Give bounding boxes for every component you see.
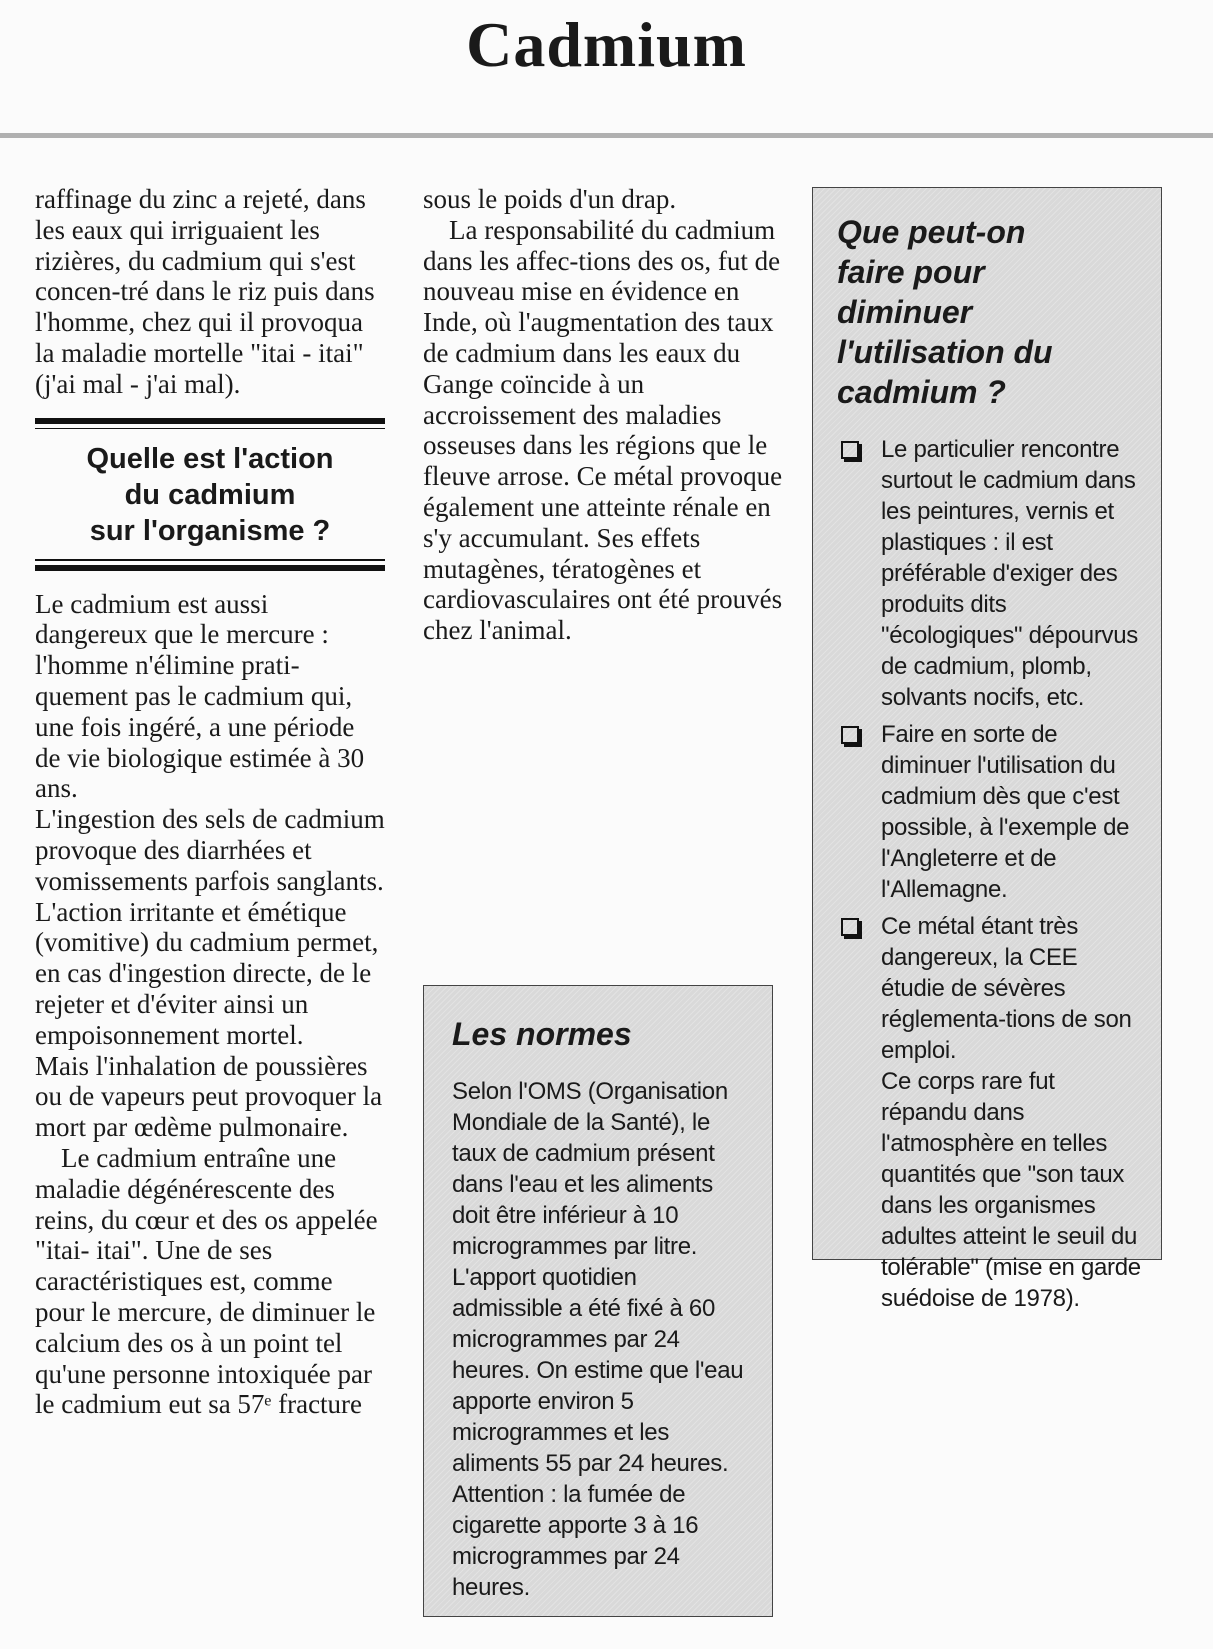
page-title: Cadmium: [466, 9, 747, 80]
paragraph: Mais l'inhalation de poussières ou de vapeurs peut provoquer la mort par œdème pulmonaire.: [35, 1050, 383, 1143]
normes-title: Les normes: [452, 1016, 632, 1052]
list-item-text: Le particulier rencontre surtout le cadmium dans les peintures, vernis et plastiques : il est préférable d'exiger des produits dits "écologiques" dépourvus de cadmium, plomb, solvants nocifs, etc.: [881, 436, 1138, 711]
heading-rule: [35, 418, 385, 424]
what-to-do-box: [812, 187, 1162, 1312]
paragraph: La responsabilité du cadmium dans les affec-tions des os, fut de nouveau mise en évidence en Inde, où l'augmentation des taux de cadmium dans les eaux du Gange coïncide à un accroissement des maladies osseuses dans les régions que le fleuve arrose. Ce métal provoque également une atteinte rénale en s'y accumulant. Ses effets mutagènes, tératogènes et cardiovasculaires ont été prouvés chez l'animal.: [423, 214, 783, 646]
list-item-text: Faire en sorte de diminuer l'utilisation du cadmium dès que c'est possible, à l'exemple de l'Angleterre et de l'Allemagne.: [881, 721, 1130, 903]
paragraph: L'ingestion des sels de cadmium provoque des diarrhées et vomissements parfois sanglants.: [35, 804, 385, 896]
paragraph: sous le poids d'un drap.: [423, 184, 677, 214]
column-middle: [423, 184, 783, 646]
paragraph: Le cadmium entraîne une maladie dégénérescente des reins, du cœur et des os appelée "itai- itai". Une de ses caractéristiques est, comme pour le mercure, de diminuer le calcium des os à un point tel qu'une personne intoxiquée par le cadmium eut sa 57ᵉ fracture: [35, 1142, 378, 1420]
heading-rule: [35, 559, 385, 561]
normes-text: Selon l'OMS (Organisation Mondiale de la Santé), le taux de cadmium présent dans l'eau et les aliments doit être inférieur à 10 microgrammes par litre. L'apport quotidien admissible a été fixé à 60 microgrammes par 24 heures. On estime que l'eau apporte environ 5 microgrammes et les aliments 55 par 24 heures. Attention : la fumée de cigarette apporte 3 à 16 microgrammes par 24 heures.: [452, 1078, 744, 1601]
paragraph: Le cadmium est aussi dangereux que le mercure : l'homme n'élimine prati-quement pas le cadmium qui, une fois ingéré, a une période de vie biologique estimée à 30 ans.: [35, 588, 365, 804]
list-item: [837, 719, 1143, 905]
list-item-extra-text: Ce corps rare fut répandu dans l'atmosphère en telles quantités que "son taux dans les organismes adultes atteint le seuil du tolérable" (mise en garde suédoise de 1978).: [881, 1068, 1141, 1312]
checkbox-icon: [841, 918, 859, 936]
column-left: [35, 184, 385, 1420]
heading-rule: [35, 565, 385, 571]
paragraph: raffinage du zinc a rejeté, dans les eaux qui irriguaient les rizières, du cadmium qui s'est concen-tré dans le riz puis dans l'homme, chez qui il provoqua la maladie mortelle "itai - itai" (j'ai mal - j'ai mal).: [35, 184, 375, 399]
list-item: [837, 434, 1143, 713]
heading-rule: [35, 428, 385, 430]
what-to-do-title: Que peut-on faire pour diminuer l'utilisation du cadmium ?: [837, 214, 1053, 410]
section-heading-block: [35, 418, 385, 571]
list-item-text: Ce métal étant très dangereux, la CEE étudie de sévères réglementa-tions de son emploi.: [881, 913, 1132, 1064]
section-heading: Quelle est l'action du cadmium sur l'organisme ?: [86, 443, 334, 548]
checkbox-icon: [841, 441, 859, 459]
checkbox-icon: [841, 726, 859, 744]
paragraph: L'action irritante et émétique (vomitive) du cadmium permet, en cas d'ingestion directe, de le rejeter et d'éviter ainsi un empoisonnement mortel.: [35, 896, 379, 1050]
normes-box: [423, 985, 773, 1617]
header-divider: [0, 133, 1213, 138]
list-item: [837, 911, 1143, 1314]
